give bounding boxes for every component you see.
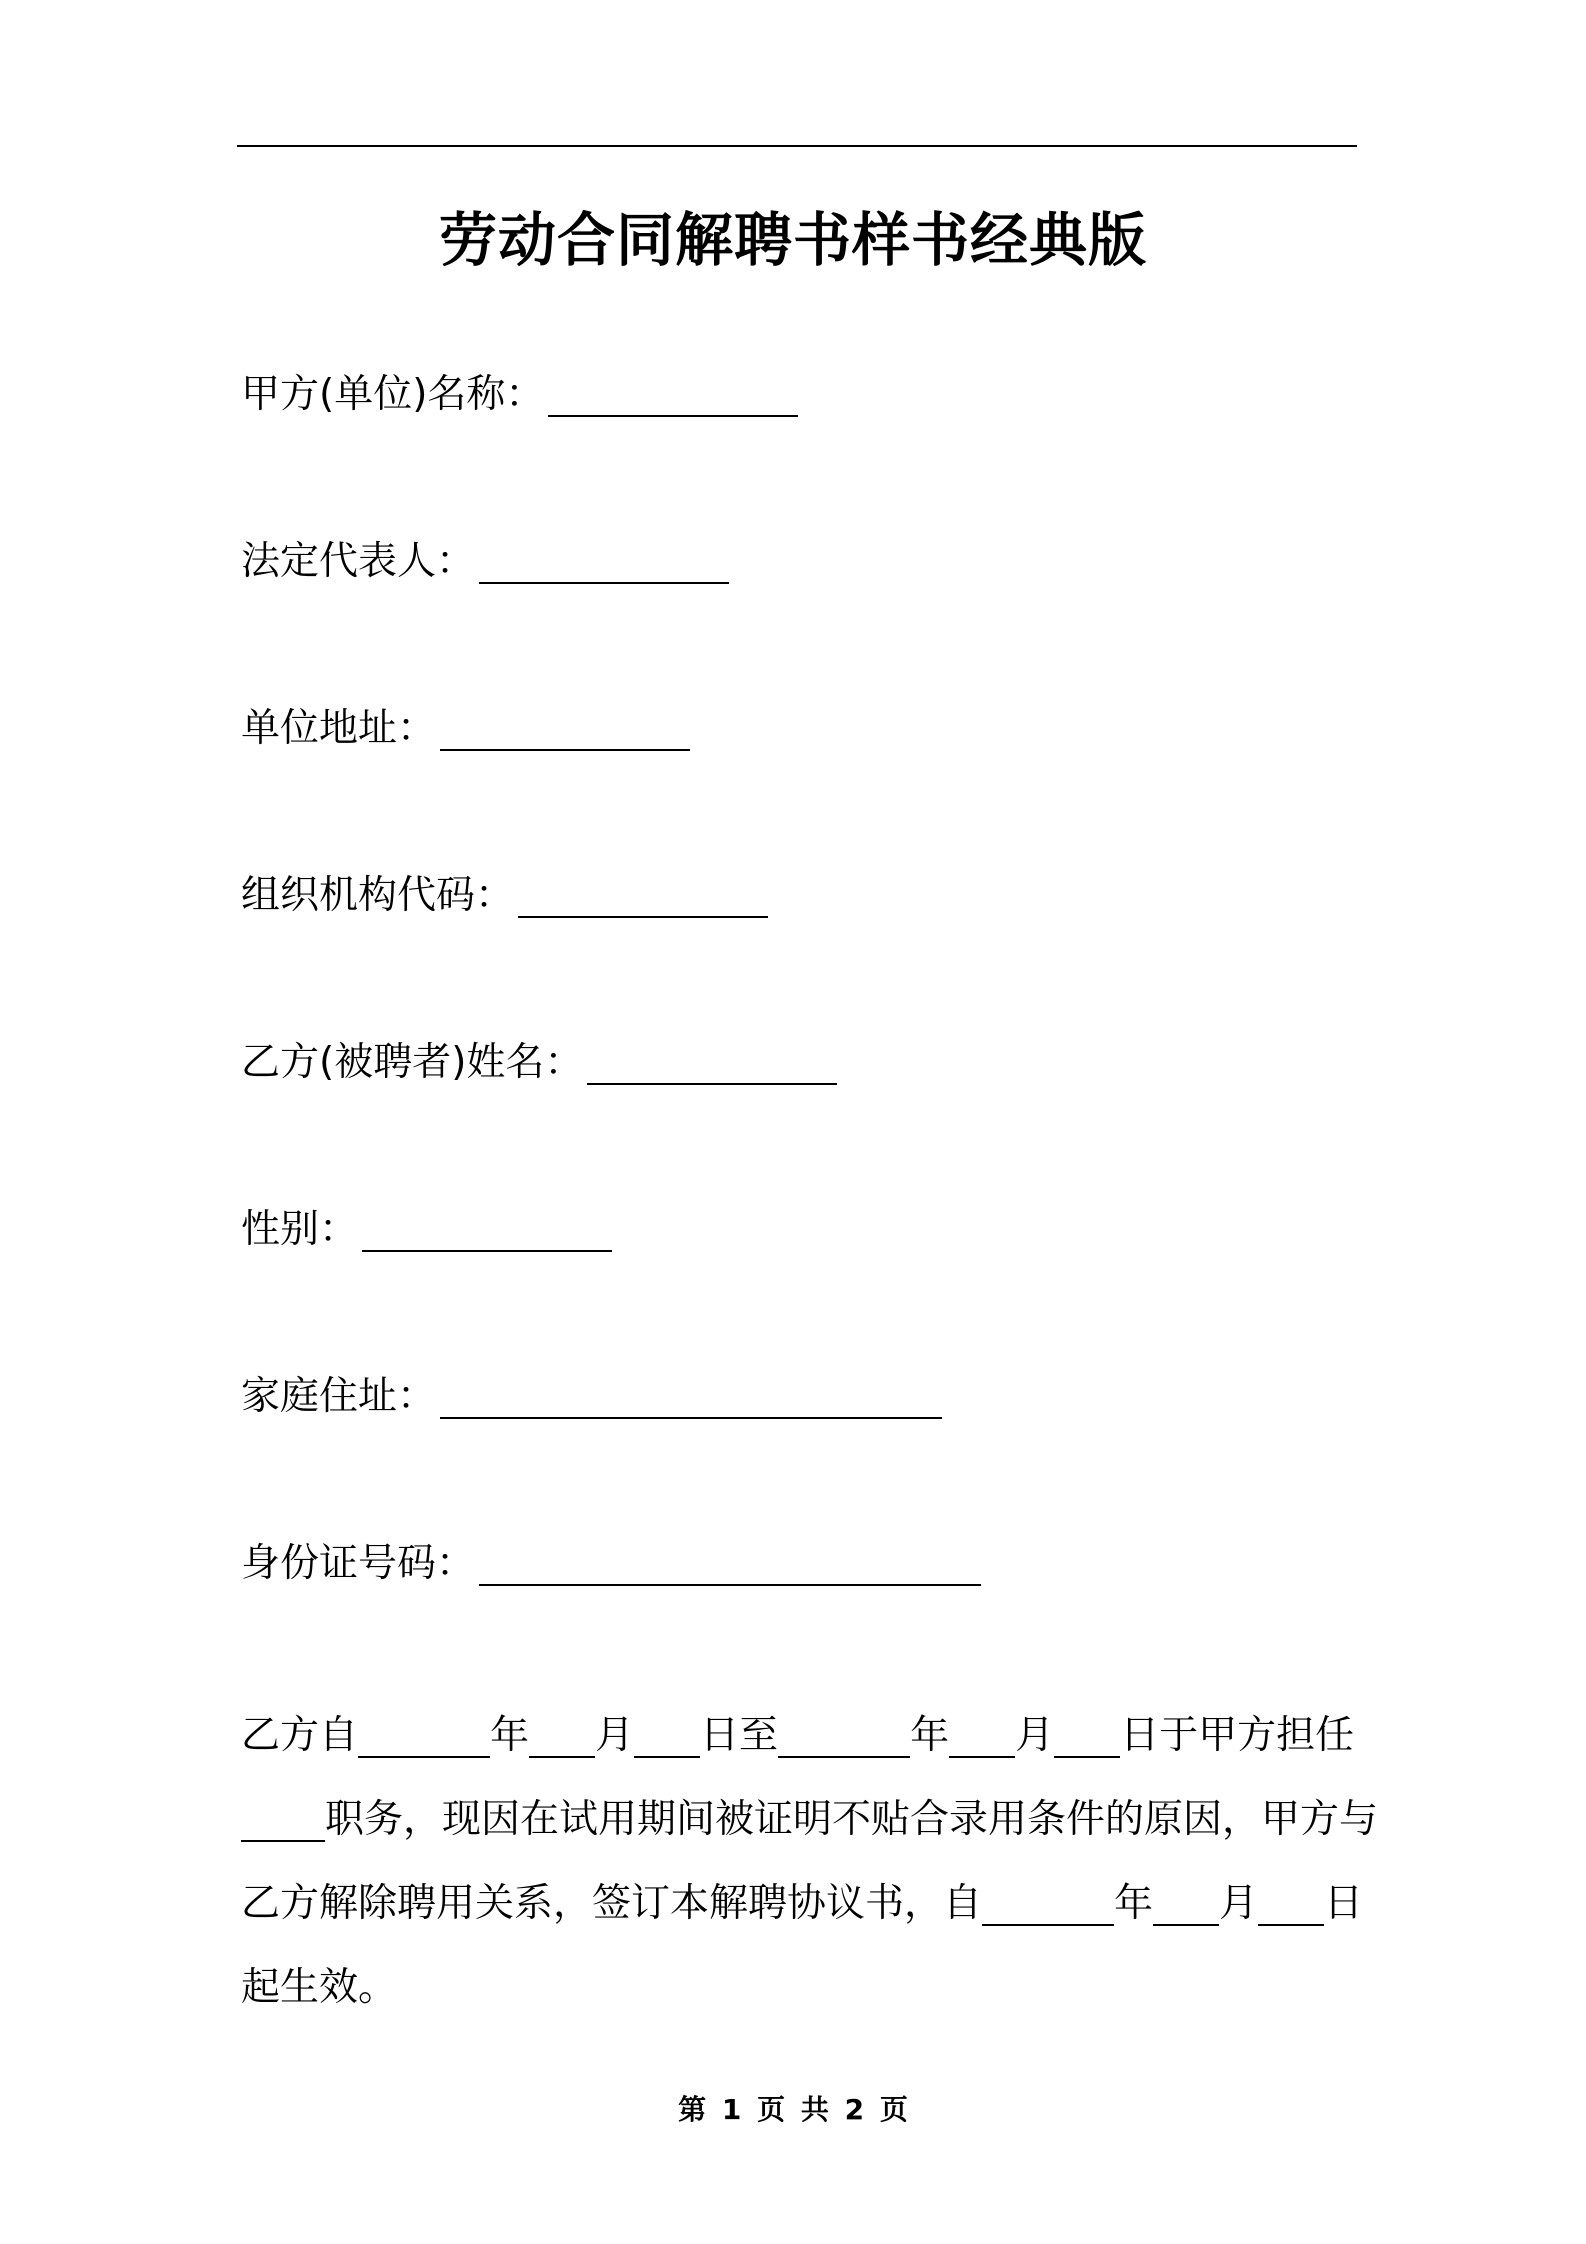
effective-day-blank[interactable] — [1258, 1874, 1324, 1926]
field-label: 组织机构代码： — [241, 873, 515, 918]
party-info-fields — [241, 365, 1361, 1701]
paragraph-text: 日于甲方担任 — [1120, 1713, 1355, 1758]
field-party-b-name — [241, 1033, 1361, 1200]
id-number-blank[interactable] — [479, 1534, 981, 1586]
field-label: 家庭住址： — [241, 1374, 437, 1419]
field-label: 单位地址： — [241, 706, 437, 751]
home-address-blank[interactable] — [440, 1367, 942, 1419]
footer-suffix: 页 — [879, 2093, 908, 2126]
effective-month-blank[interactable] — [1153, 1874, 1219, 1926]
start-year-blank[interactable] — [358, 1706, 490, 1758]
end-month-blank[interactable] — [949, 1706, 1015, 1758]
field-organization-code — [241, 866, 1361, 1033]
footer-middle: 页 共 — [757, 2093, 829, 2126]
end-year-blank[interactable] — [778, 1706, 910, 1758]
paragraph-text: 年 — [490, 1713, 530, 1758]
field-label: 法定代表人： — [241, 539, 476, 584]
paragraph-text: 年 — [1114, 1881, 1154, 1926]
paragraph-text: 月 — [595, 1713, 635, 1758]
paragraph-line — [241, 1706, 1361, 1790]
agreement-paragraph — [241, 1706, 1379, 2042]
paragraph-line — [241, 1790, 1379, 1874]
paragraph-text: 职务，现因在试用期间被证明不贴合录用条件的原因，甲方与 — [325, 1797, 1379, 1842]
end-day-blank[interactable] — [1054, 1706, 1120, 1758]
page-number-footer — [0, 2090, 1586, 2130]
gender-blank[interactable] — [362, 1200, 612, 1252]
field-legal-representative — [241, 532, 1361, 699]
paragraph-text: 日 — [1324, 1881, 1364, 1926]
paragraph-text: 月 — [1015, 1713, 1055, 1758]
current-page-number: 1 — [721, 2093, 742, 2126]
field-party-a-name — [241, 365, 1361, 532]
field-label: 乙方(被聘者)姓名： — [241, 1040, 584, 1085]
party-a-name-blank[interactable] — [548, 365, 798, 417]
organization-code-blank[interactable] — [518, 866, 768, 918]
paragraph-text: 月 — [1219, 1881, 1259, 1926]
paragraph-line — [241, 1958, 1361, 2042]
field-label: 甲方(单位)名称： — [241, 372, 545, 417]
paragraph-text: 年 — [910, 1713, 950, 1758]
field-gender — [241, 1200, 1361, 1367]
effective-year-blank[interactable] — [982, 1874, 1114, 1926]
start-day-blank[interactable] — [634, 1706, 700, 1758]
paragraph-text: 日至 — [700, 1713, 779, 1758]
field-home-address — [241, 1367, 1361, 1534]
footer-prefix: 第 — [678, 2093, 707, 2126]
start-month-blank[interactable] — [529, 1706, 595, 1758]
document-title: 劳动合同解聘书样书经典版 — [438, 206, 1147, 274]
legal-representative-blank[interactable] — [479, 532, 729, 584]
paragraph-line — [241, 1874, 1364, 1958]
company-address-blank[interactable] — [440, 699, 690, 751]
field-company-address — [241, 699, 1361, 866]
party-b-name-blank[interactable] — [587, 1033, 837, 1085]
job-title-blank[interactable] — [241, 1790, 325, 1842]
paragraph-text: 起生效。 — [241, 1965, 398, 2010]
field-label: 身份证号码： — [241, 1541, 476, 1586]
header-rule — [237, 145, 1357, 147]
total-page-count: 2 — [844, 2093, 865, 2126]
paragraph-text: 乙方解除聘用关系，签订本解聘协议书，自 — [241, 1881, 983, 1926]
field-id-number — [241, 1534, 1361, 1701]
paragraph-text: 乙方自 — [241, 1713, 359, 1758]
field-label: 性别： — [241, 1207, 359, 1252]
